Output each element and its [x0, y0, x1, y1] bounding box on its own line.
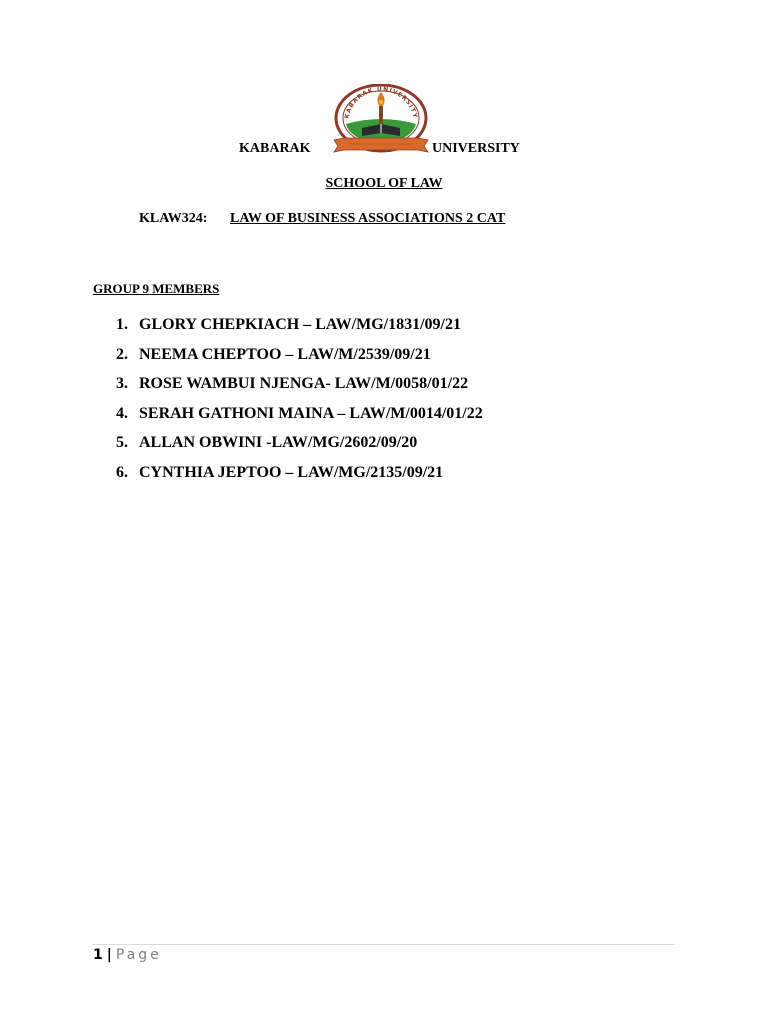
school-title: SCHOOL OF LAW — [325, 176, 443, 191]
list-item-number: 4. — [116, 404, 128, 422]
page-number: 1 — [93, 947, 103, 963]
list-item — [116, 463, 483, 493]
page-separator: | — [106, 947, 112, 963]
list-item-text: SERAH GATHONI MAINA – LAW/M/0014/01/22 — [139, 404, 483, 422]
page-label: Page — [115, 947, 162, 963]
group-heading: GROUP 9 MEMBERS — [93, 281, 220, 296]
list-item-text: ALLAN OBWINI -LAW/MG/2602/09/20 — [139, 434, 418, 451]
course-title: LAW OF BUSINESS ASSOCIATIONS 2 CAT — [230, 211, 506, 226]
university-name-left: KABARAK — [239, 141, 311, 156]
footer-divider — [93, 944, 675, 945]
list-item — [116, 404, 483, 434]
list-item-text: ROSE WAMBUI NJENGA- LAW/M/0058/01/22 — [139, 375, 469, 392]
list-item-number: 2. — [116, 345, 128, 363]
course-code: KLAW324: — [139, 211, 208, 226]
list-item — [116, 345, 483, 375]
member-list — [116, 315, 483, 492]
list-item-text: NEEMA CHEPTOO – LAW/M/2539/09/21 — [139, 345, 431, 363]
list-item — [116, 433, 483, 463]
list-item-text: GLORY CHEPKIACH – LAW/MG/1831/09/21 — [139, 316, 461, 333]
list-item-text: CYNTHIA JEPTOO – LAW/MG/2135/09/21 — [139, 463, 444, 481]
university-crest-icon — [332, 84, 430, 158]
svg-text:KABARAK UNIVERSITY: KABARAK UNIVERSITY — [343, 85, 419, 120]
list-item-number: 3. — [116, 375, 128, 392]
page-footer — [93, 946, 162, 964]
list-item — [116, 374, 483, 404]
list-item-number: 6. — [116, 463, 128, 481]
list-item — [116, 315, 483, 345]
university-name-right: UNIVERSITY — [432, 141, 520, 156]
list-item-number: 1. — [116, 316, 128, 333]
list-item-number: 5. — [116, 434, 128, 451]
